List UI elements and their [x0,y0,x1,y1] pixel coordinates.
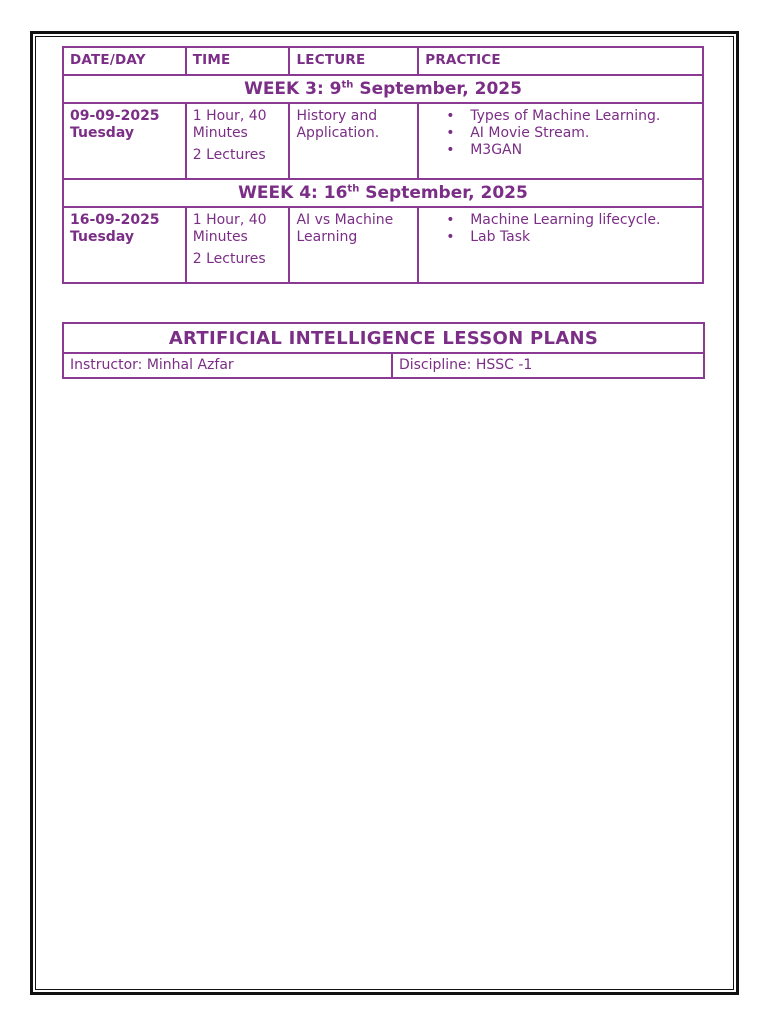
week-title-date: September, 2025 [353,79,522,99]
week-title: WEEK 3: 9 [244,79,342,99]
date-value: 16-09-2025 [70,212,160,228]
date-cell [63,207,186,283]
practice-list [425,108,696,159]
lecture-count: 2 Lectures [192,251,266,267]
list-item: • AI Movie Stream. [470,125,696,142]
header-lecture: LECTURE [289,47,418,75]
time-cell [186,207,290,283]
week-heading-row [63,75,703,103]
lecture-cell: History and Application. [289,103,418,179]
discipline-cell: Discipline: HSSC -1 [392,353,704,378]
day-value: Tuesday [70,229,134,245]
schedule-table [62,46,704,284]
week-title-ordinal: th [341,79,354,91]
header-date-day: DATE/DAY [63,47,186,75]
time-duration: 1 Hour, 40 Minutes [192,108,267,141]
list-item: • Types of Machine Learning. [470,108,696,125]
week-3-heading [63,75,703,103]
lecture-cell: AI vs Machine Learning [289,207,418,283]
time-duration: 1 Hour, 40 Minutes [192,212,267,245]
lesson-plans-title: ARTIFICIAL INTELLIGENCE LESSON PLANS [63,323,704,353]
list-item: • M3GAN [470,142,696,159]
header-practice: PRACTICE [418,47,703,75]
week-4-heading [63,179,703,207]
week-title: WEEK 4: 16 [238,183,348,203]
practice-cell [418,103,703,179]
day-value: Tuesday [70,125,134,141]
week-title-ordinal: th [347,183,360,195]
header-time: TIME [186,47,290,75]
date-value: 09-09-2025 [70,108,160,124]
week-title-date: September, 2025 [359,183,528,203]
date-cell [63,103,186,179]
table-header-row [63,47,703,75]
lecture-count: 2 Lectures [192,147,266,163]
time-cell [186,103,290,179]
list-item: • Lab Task [470,229,696,246]
lesson-plans-table [62,322,705,379]
list-item: • Machine Learning lifecycle. [470,212,696,229]
instructor-cell: Instructor: Minhal Azfar [63,353,392,378]
table-row [63,207,703,283]
week-heading-row [63,179,703,207]
practice-cell [418,207,703,283]
lesson-plans-title-row [63,323,704,353]
practice-list [425,212,696,246]
lesson-plans-info-row [63,353,704,378]
table-row [63,103,703,179]
